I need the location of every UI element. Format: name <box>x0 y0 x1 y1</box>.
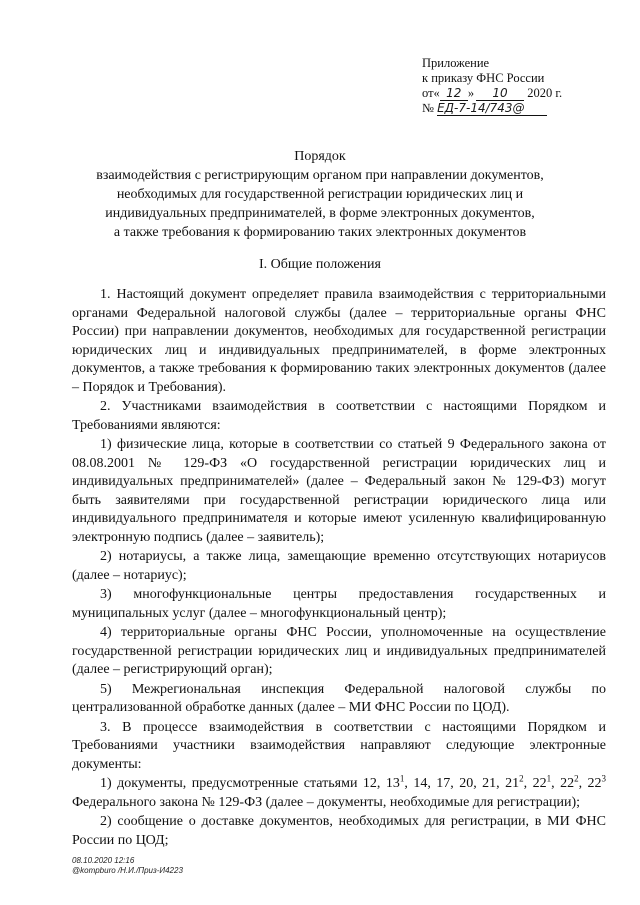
list-item: 1) физические лица, которые в соответствии со статьей 9 Федерального закона от 08.08.2001 № 129-ФЗ «О государственной регистрации юридических лиц и индивидуальных предпринимателей» (далее – Федеральный закон № 129-ФЗ) могут быть заявителями при государственной регистрации юридического лица или индивидуального предпринимателя и которые имеют усиленную квалифицированную электронную подпись (далее – заявитель); <box>72 437 606 545</box>
list-item: 2) сообщение о доставке документов, необходимых для регистрации, в МИ ФНС России по ЦОД; <box>72 814 606 848</box>
list-item: 1) документы, предусмотренные статьями 12, $13^1$, 14, 17, 20, 21, $21^2$, $22^1$, $22^2$, $22^3$ Федерального закона № 129-ФЗ (далее – документы, необходимые для регистрации); <box>72 773 607 810</box>
print-footer <box>72 856 183 876</box>
date-month: 10 <box>476 87 524 101</box>
appendix-order-ref: к приказу ФНС России <box>422 71 545 85</box>
title-line: а также требования к формированию таких электронных документов <box>113 225 527 240</box>
title-line: необходимых для государственной регистрации юридических лиц и <box>116 187 524 202</box>
document-body <box>72 286 606 850</box>
title-line: взаимодействия с регистрирующим органом при направлении документов, <box>96 168 544 183</box>
document-title <box>40 147 600 242</box>
title-heading: Порядок <box>294 149 346 164</box>
appendix-date: от« 12 » 10 2020 г. <box>422 86 563 100</box>
order-number: ЕД-7-14/743@ <box>437 102 547 116</box>
list-item: 4) территориальные органы ФНС России, уполномоченные на осуществление государственной регистрации юридических лиц и индивидуальных предпринимателей (далее – регистрирующий орган); <box>72 625 606 677</box>
paragraph: 1. Настоящий документ определяет правила взаимодействия с территориальными органами Федеральной налоговой службы (далее – территориальные органы ФНС России) при направлении документов, необходимых для государственной регистрации юридических лиц и индивидуальных предпринимателей, в форме электронных документов, а также требования к формированию таких электронных документов (далее – Порядок и Требования). <box>72 287 606 395</box>
paragraph: 3. В процессе взаимодействия в соответствии с настоящими Порядком и Требованиями участники взаимодействия направляют следующие электронные документы: <box>72 719 606 772</box>
footer-timestamp: 08.10.2020 12:16 <box>72 856 135 865</box>
list-item: 5) Межрегиональная инспекция Федеральной налоговой службы по централизованной обработке данных (далее – МИ ФНС России по ЦОД). <box>72 681 606 715</box>
date-year: 2020 г. <box>527 86 563 100</box>
list-item: 2) нотариусы, а также лица, замещающие временно отсутствующих нотариусов (далее – нотариус); <box>72 549 606 583</box>
appendix-label: Приложение <box>422 56 490 70</box>
date-day: 12 <box>440 87 468 101</box>
appendix-stamp <box>422 56 622 116</box>
paragraph: 2. Участниками взаимодействия в соответствии с настоящими Порядком и Требованиями являются: <box>72 399 606 433</box>
appendix-number: № ЕД-7-14/743@ <box>422 101 622 116</box>
footer-author: @kompburo /Н.И./Приз-И4223 <box>72 866 183 875</box>
title-line: индивидуальных предпринимателей, в форме электронных документов, <box>105 206 535 221</box>
section-heading: I. Общие положения <box>259 257 381 272</box>
list-item: 3) многофункциональные центры предоставления государственных и муниципальных услуг (далее – многофункциональный центр); <box>72 587 606 621</box>
